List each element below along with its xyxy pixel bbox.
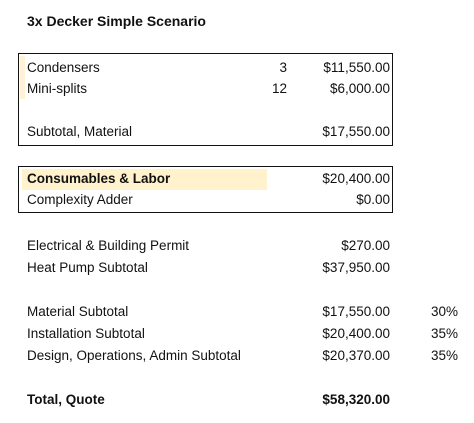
- row-label: Condensers: [27, 60, 100, 75]
- table-row-heat-pump: [0, 259, 474, 277]
- table-row-summary-design: [0, 347, 474, 365]
- row-amount: $270.00: [341, 238, 390, 253]
- row-label: Consumables & Labor: [27, 171, 171, 186]
- row-label: Complexity Adder: [27, 192, 133, 207]
- table-row-material-subtotal: [0, 123, 474, 141]
- row-percent: 35%: [430, 348, 458, 363]
- table-row-complexity: [0, 191, 474, 209]
- row-label: Design, Operations, Admin Subtotal: [27, 348, 241, 363]
- row-label: Total, Quote: [27, 392, 105, 407]
- row-percent: 30%: [430, 304, 458, 319]
- row-label: Heat Pump Subtotal: [27, 260, 148, 275]
- row-amount: $20,400.00: [322, 171, 390, 186]
- page-title: 3x Decker Simple Scenario: [27, 13, 206, 29]
- row-amount: $20,400.00: [322, 326, 390, 341]
- row-amount: $6,000.00: [329, 81, 390, 96]
- row-amount: $58,320.00: [322, 392, 390, 407]
- table-row-total: [0, 391, 474, 409]
- row-label: Subtotal, Material: [27, 124, 133, 139]
- row-amount: $37,950.00: [322, 260, 390, 275]
- row-label: Mini-splits: [27, 81, 88, 96]
- row-amount: $20,370.00: [322, 348, 390, 363]
- table-row-condensers: [0, 59, 474, 77]
- row-qty: 12: [271, 81, 287, 96]
- row-amount: $0.00: [356, 192, 390, 207]
- row-label: Electrical & Building Permit: [27, 238, 190, 253]
- row-amount: $17,550.00: [322, 304, 390, 319]
- table-row-summary-material: [0, 303, 474, 321]
- row-amount: $17,550.00: [322, 124, 390, 139]
- row-amount: $11,550.00: [323, 60, 390, 75]
- table-row-summary-installation: [0, 325, 474, 343]
- table-row-mini-splits: [0, 80, 474, 98]
- row-label: Material Subtotal: [27, 304, 129, 319]
- table-row-permit: [0, 237, 474, 255]
- row-label: Installation Subtotal: [27, 326, 145, 341]
- table-row-consumables: [0, 170, 474, 188]
- row-qty: 3: [279, 60, 287, 75]
- row-percent: 35%: [430, 326, 458, 341]
